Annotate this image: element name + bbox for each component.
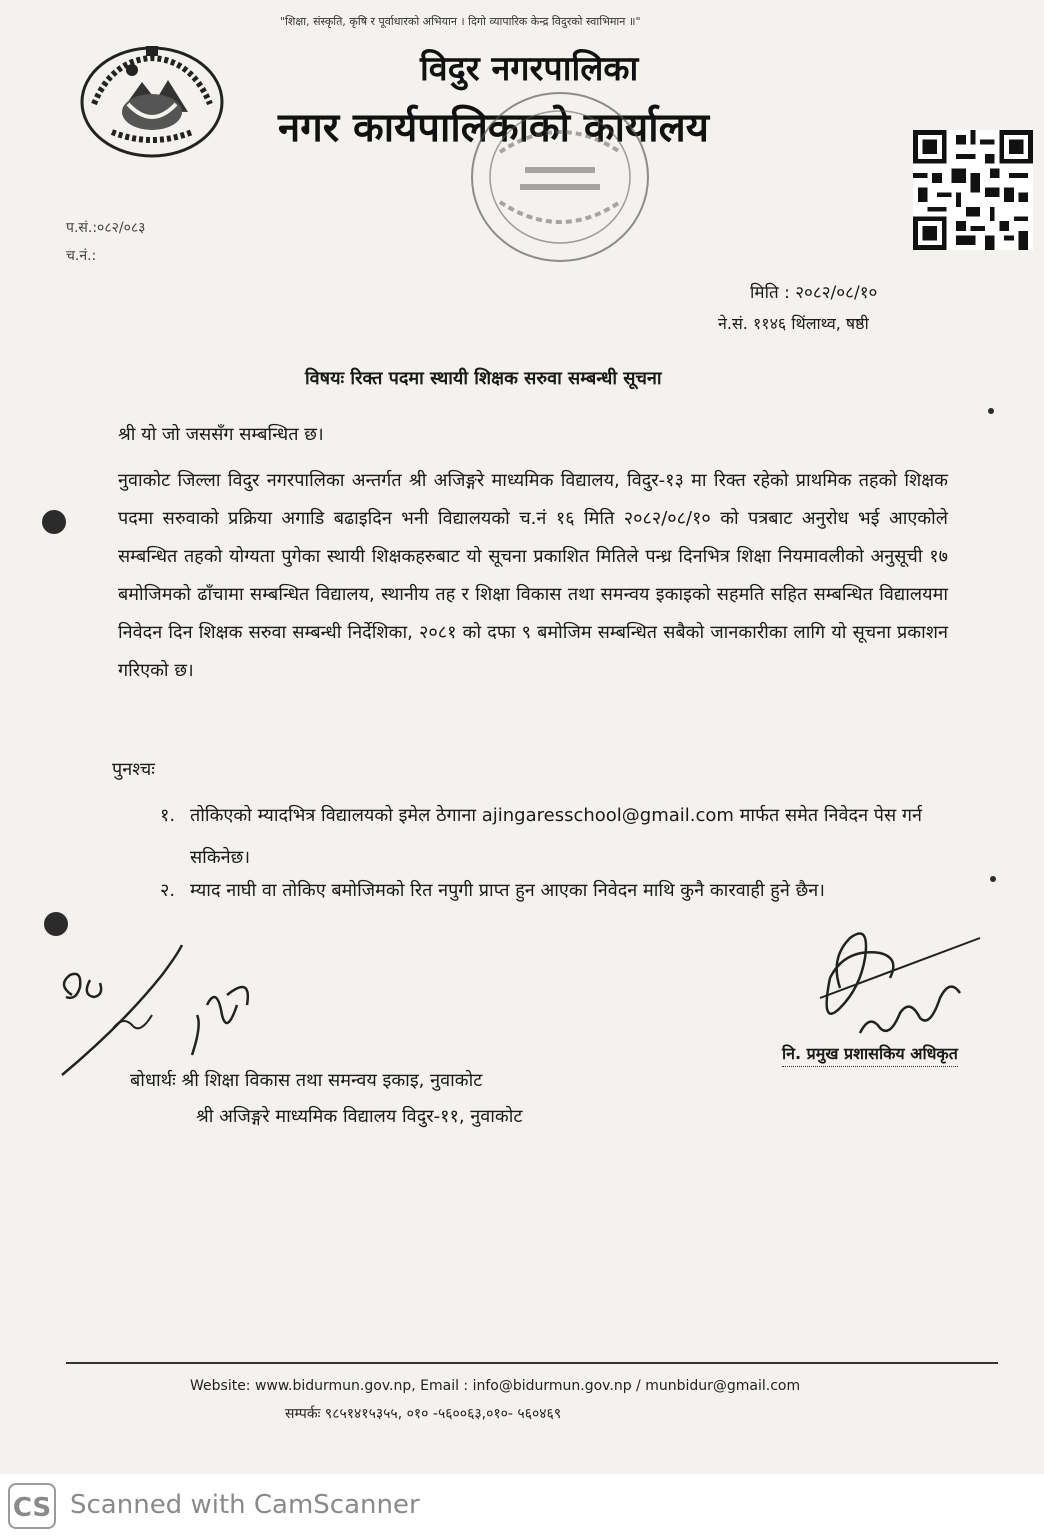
government-emblem-icon [72, 40, 232, 160]
handwritten-annotation [52, 935, 282, 1085]
cc-line: बोधार्थः श्री शिक्षा विकास तथा समन्वय इकाइ, नुवाकोट [130, 1070, 483, 1091]
postscript-item [160, 870, 940, 912]
postscript-item [160, 795, 940, 879]
office-name: नगर कार्यपालिकाको कार्यालय [278, 105, 709, 151]
salutation: श्री यो जो जससँग सम्बन्धित छ। [118, 424, 324, 445]
punch-hole [44, 912, 68, 936]
qr-code-icon [913, 130, 1033, 250]
footer-contact-phone: सम्पर्कः ९८५१४१५३५५, ०१० -५६००६३,०१०- ५६०४६९ [285, 1406, 562, 1422]
letter-body: नुवाकोट जिल्ला विदुर नगरपालिका अन्तर्गत श्री अजिङ्गरे माध्यमिक विद्यालय, विदुर-१३ मा रिक्त रहेको प्राथमिक तहको शिक्षक पदमा सरुवाको प्रक्रिया अगाडि बढाइदिन भनी विद्यालयको च.नं १६ मिति २०८२/०८/१० को पत्रबाट अनुरोध भई आएकोले सम्बन्धित तहको योग्यता पुगेका स्थायी शिक्षकहरुबाट यो सूचना प्रकाशित मितिले पन्ध्र दिनभित्र शिक्षा नियमावलीको अनुसूची १७ बमोजिमको ढाँचामा सम्बन्धित विद्यालय, स्थानीय तह र शिक्षा विकास तथा समन्वय इकाइको सहमति सहित सम्बन्धित विद्यालयमा निवेदन दिन शिक्षक सरुवा सम्बन्धी निर्देशिका, २०८१ को दफा ९ बमोजिम सम्बन्धित सबैको जानकारीका लागि यो सूचना प्रकाशन गरिएको छ। [118, 470, 948, 681]
cc-line: श्री अजिङ्गरे माध्यमिक विद्यालय विदुर-११, नुवाकोट [196, 1106, 523, 1127]
office-seal-icon [460, 82, 660, 272]
postscript-text: म्याद नाघी वा तोकिए बमोजिमको रित नपुगी प्राप्त हुन आएका निवेदन माथि कुनै कारवाही हुने छैन। [190, 880, 826, 901]
postscript-text: तोकिएको म्यादभित्र विद्यालयको इमेल ठेगाना ajingaresschool@gmail.com मार्फत समेत निवेदन पेस गर्न सकिनेछ। [190, 805, 923, 868]
letter-subject: विषयः रिक्त पदमा स्थायी शिक्षक सरुवा सम्बन्धी सूचना [305, 368, 662, 389]
office-motto: "शिक्षा, संस्कृति, कृषि र पूर्वाधारको अभियान । दिगो व्यापारिक केन्द्र विदुरको स्वाभिमान ॥" [280, 15, 641, 28]
punch-hole [42, 510, 66, 534]
camscanner-watermark: Scanned with CamScanner [70, 1490, 420, 1520]
postscript-heading: पुनश्चः [112, 759, 155, 780]
letter-date: मिति : २०८२/०८/१० [750, 283, 878, 303]
postscript-number: २. [160, 880, 176, 901]
ink-speck [990, 876, 996, 882]
footer-contact-web: Website: www.bidurmun.gov.np, Email : info@bidurmun.gov.np / munbidur@gmail.com [190, 1378, 801, 1394]
signature [800, 918, 1000, 1048]
ink-speck [988, 408, 994, 414]
camscanner-logo: CS [8, 1483, 56, 1529]
footer-divider [66, 1362, 998, 1364]
dispatch-number: च.नं.: [66, 248, 97, 264]
municipality-name: विदुर नगरपालिका [420, 49, 639, 89]
postscript-number: १. [160, 805, 176, 826]
reference-number: प.सं.:०८२/०८३ [66, 220, 146, 236]
nepal-sambat-date: ने.सं. ११४६ थिंलाथ्व, षष्ठी [718, 314, 869, 333]
signatory-title: नि. प्रमुख प्रशासकिय अधिकृत [782, 1042, 958, 1067]
